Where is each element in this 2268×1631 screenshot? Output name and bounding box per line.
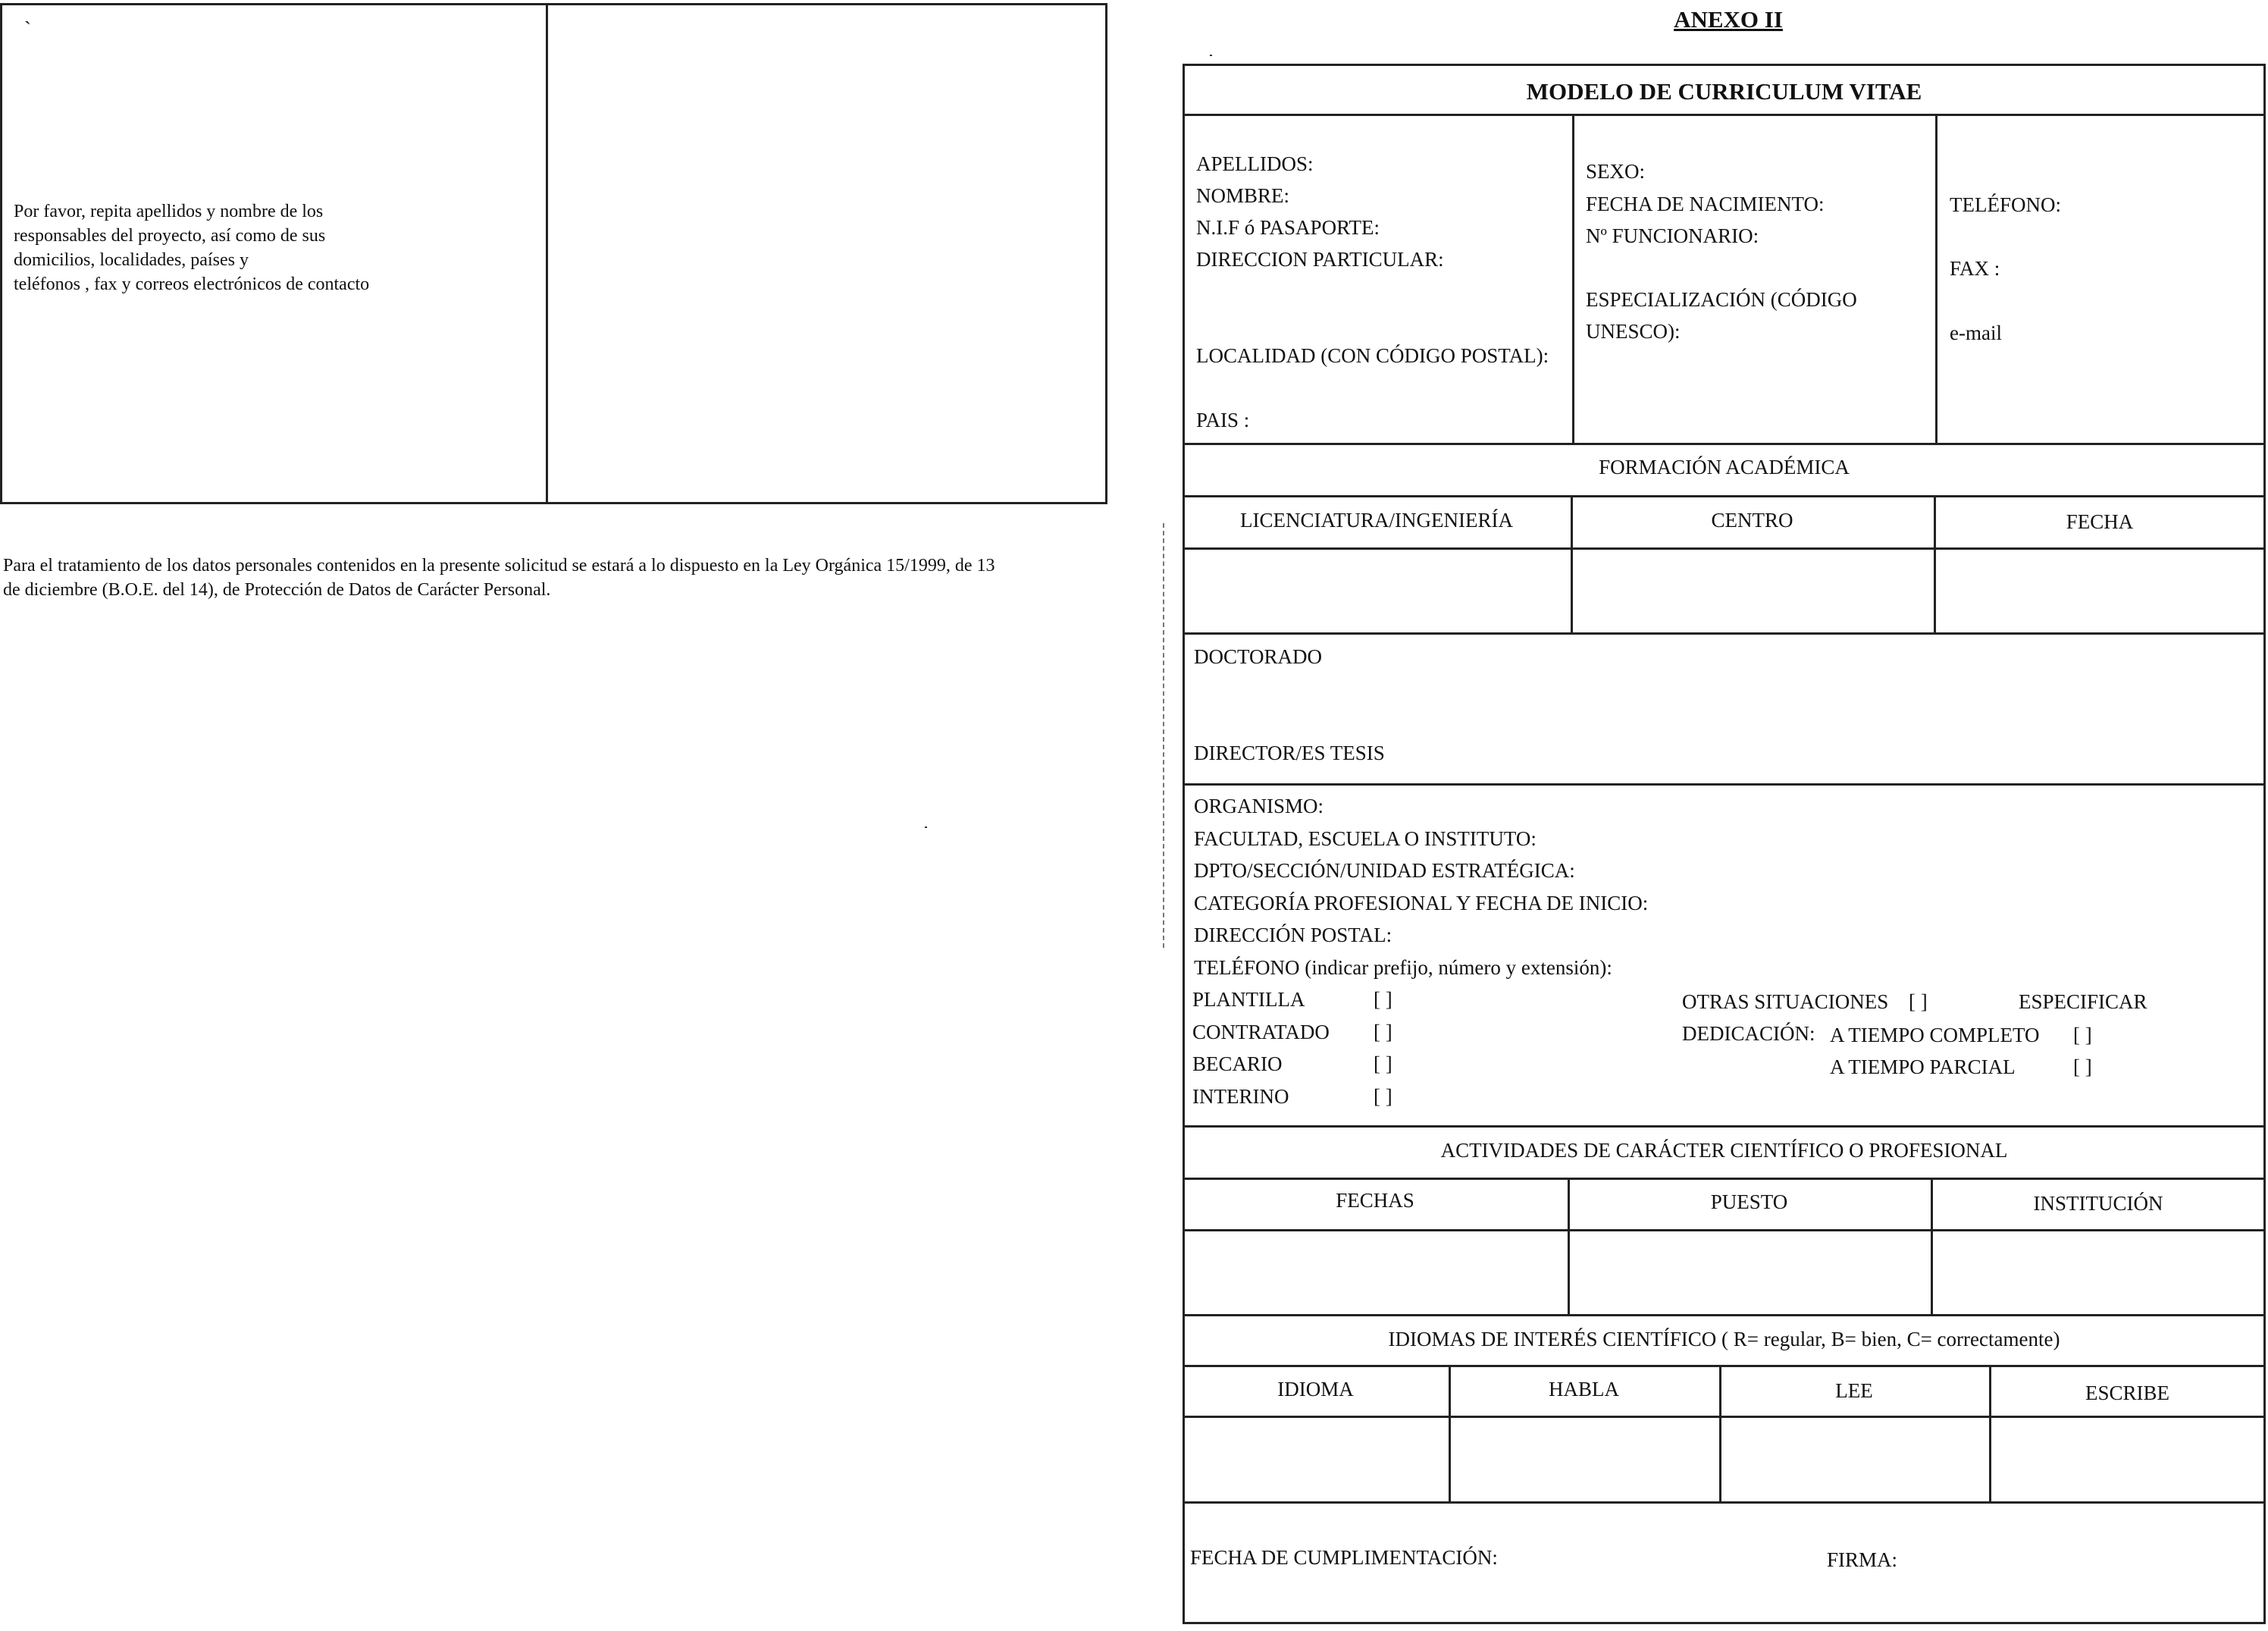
categoria-label: CATEGORÍA PROFESIONAL Y FECHA DE INICIO: <box>1194 892 1649 914</box>
nombre-label: NOMBRE: <box>1196 184 1290 207</box>
plantilla-label: PLANTILLA <box>1192 988 1305 1011</box>
otras-situaciones-checkbox[interactable]: [ ] <box>1909 990 1928 1013</box>
telefono-extension-label: TELÉFONO (indicar prefijo, número y extensión): <box>1194 956 1612 979</box>
rule <box>1183 1365 2266 1367</box>
rule <box>1183 783 2266 786</box>
becario-label: BECARIO <box>1192 1052 1283 1075</box>
becario-checkbox[interactable]: [ ] <box>1374 1052 1392 1075</box>
telefono-label: TELÉFONO: <box>1950 193 2061 216</box>
contact-box-divider <box>546 3 548 504</box>
tiempo-parcial-checkbox[interactable]: [ ] <box>2073 1055 2092 1078</box>
rule <box>1572 114 1574 443</box>
fax-label: FAX : <box>1950 257 2000 280</box>
especificar-label: ESPECIFICAR <box>2019 990 2147 1013</box>
rule <box>1183 1229 2266 1231</box>
tiempo-completo-label: A TIEMPO COMPLETO <box>1830 1024 2040 1046</box>
plantilla-checkbox[interactable]: [ ] <box>1374 988 1392 1011</box>
email-label: e-mail <box>1950 321 2002 344</box>
puesto-header: PUESTO <box>1710 1190 1788 1213</box>
fechas-header: FECHAS <box>1336 1189 1414 1212</box>
licenciatura-header: LICENCIATURA/INGENIERÍA <box>1240 509 1513 532</box>
nif-label: N.I.F ó PASAPORTE: <box>1196 216 1380 239</box>
rule <box>1183 547 2266 550</box>
otras-situaciones-label: OTRAS SITUACIONES <box>1682 990 1889 1013</box>
contact-note-line-2: responsables del proyecto, así como de sus <box>14 226 326 246</box>
scan-speck <box>925 826 927 828</box>
departamento-label: DPTO/SECCIÓN/UNIDAD ESTRATÉGICA: <box>1194 859 1575 882</box>
rule <box>1183 443 2266 445</box>
privacy-note-line-2: de diciembre (B.O.E. del 14), de Protección de Datos de Carácter Personal. <box>3 580 551 600</box>
director-tesis-label: DIRECTOR/ES TESIS <box>1194 742 1385 764</box>
rule <box>1183 632 2266 635</box>
sexo-label: SEXO: <box>1586 160 1646 183</box>
tick-mark: ` <box>24 17 31 40</box>
tiempo-parcial-label: A TIEMPO PARCIAL <box>1830 1055 2016 1078</box>
tiempo-completo-checkbox[interactable]: [ ] <box>2073 1024 2092 1046</box>
centro-header: CENTRO <box>1711 509 1793 532</box>
direccion-postal-label: DIRECCIÓN POSTAL: <box>1194 924 1392 946</box>
rule <box>1183 495 2266 497</box>
direccion-label: DIRECCION PARTICULAR: <box>1196 248 1444 271</box>
localidad-label: LOCALIDAD (CON CÓDIGO POSTAL): <box>1196 344 1549 367</box>
contact-note-line-3: domicilios, localidades, países y <box>14 250 249 270</box>
especializacion-label: ESPECIALIZACIÓN (CÓDIGO <box>1586 288 1857 311</box>
interino-checkbox[interactable]: [ ] <box>1374 1085 1392 1108</box>
institucion-header: INSTITUCIÓN <box>2033 1192 2163 1215</box>
contratado-label: CONTRATADO <box>1192 1021 1330 1043</box>
actividades-title: ACTIVIDADES DE CARÁCTER CIENTÍFICO O PROFESIONAL <box>1440 1139 2008 1162</box>
scan-speck <box>1210 55 1212 56</box>
rule <box>1183 114 2266 116</box>
doctorado-label: DOCTORADO <box>1194 645 1323 668</box>
idiomas-title: IDIOMAS DE INTERÉS CIENTÍFICO ( R= regular, B= bien, C= correctamente) <box>1388 1328 2060 1350</box>
idioma-header: IDIOMA <box>1277 1378 1354 1400</box>
dedicacion-label: DEDICACIÓN: <box>1682 1022 1815 1045</box>
rule <box>1183 1125 2266 1128</box>
escribe-header: ESCRIBE <box>2085 1382 2170 1404</box>
contact-note-line-4: teléfonos , fax y correos electrónicos de contacto <box>14 274 370 294</box>
lee-header: LEE <box>1835 1379 1873 1402</box>
firma-label: FIRMA: <box>1827 1548 1898 1571</box>
habla-header: HABLA <box>1549 1378 1619 1400</box>
pais-label: PAIS : <box>1196 409 1250 431</box>
rule <box>1183 1416 2266 1418</box>
rule <box>1183 1501 2266 1504</box>
fold-line <box>1163 523 1164 948</box>
form-title: MODELO DE CURRICULUM VITAE <box>1526 78 1922 105</box>
rule <box>1935 114 1938 443</box>
contact-note-line-1: Por favor, repita apellidos y nombre de los <box>14 202 324 221</box>
rule <box>1183 1314 2266 1316</box>
annex-heading: ANEXO II <box>1674 6 1783 33</box>
fecha-cumplimentacion-label: FECHA DE CUMPLIMENTACIÓN: <box>1190 1546 1498 1569</box>
contratado-checkbox[interactable]: [ ] <box>1374 1021 1392 1043</box>
facultad-label: FACULTAD, ESCUELA O INSTITUTO: <box>1194 827 1537 850</box>
funcionario-label: Nº FUNCIONARIO: <box>1586 224 1759 247</box>
fecha-nacimiento-label: FECHA DE NACIMIENTO: <box>1586 193 1825 215</box>
apellidos-label: APELLIDOS: <box>1196 152 1314 175</box>
organismo-label: ORGANISMO: <box>1194 795 1324 817</box>
fecha-header: FECHA <box>2066 510 2134 533</box>
privacy-note-line-1: Para el tratamiento de los datos personales contenidos en la presente solicitud se estará a lo dispuesto en la Ley Orgánica 15/1999, de 13 <box>3 556 995 576</box>
interino-label: INTERINO <box>1192 1085 1289 1108</box>
unesco-label: UNESCO): <box>1586 320 1681 343</box>
rule <box>1183 1178 2266 1180</box>
formacion-title: FORMACIÓN ACADÉMICA <box>1599 456 1850 478</box>
